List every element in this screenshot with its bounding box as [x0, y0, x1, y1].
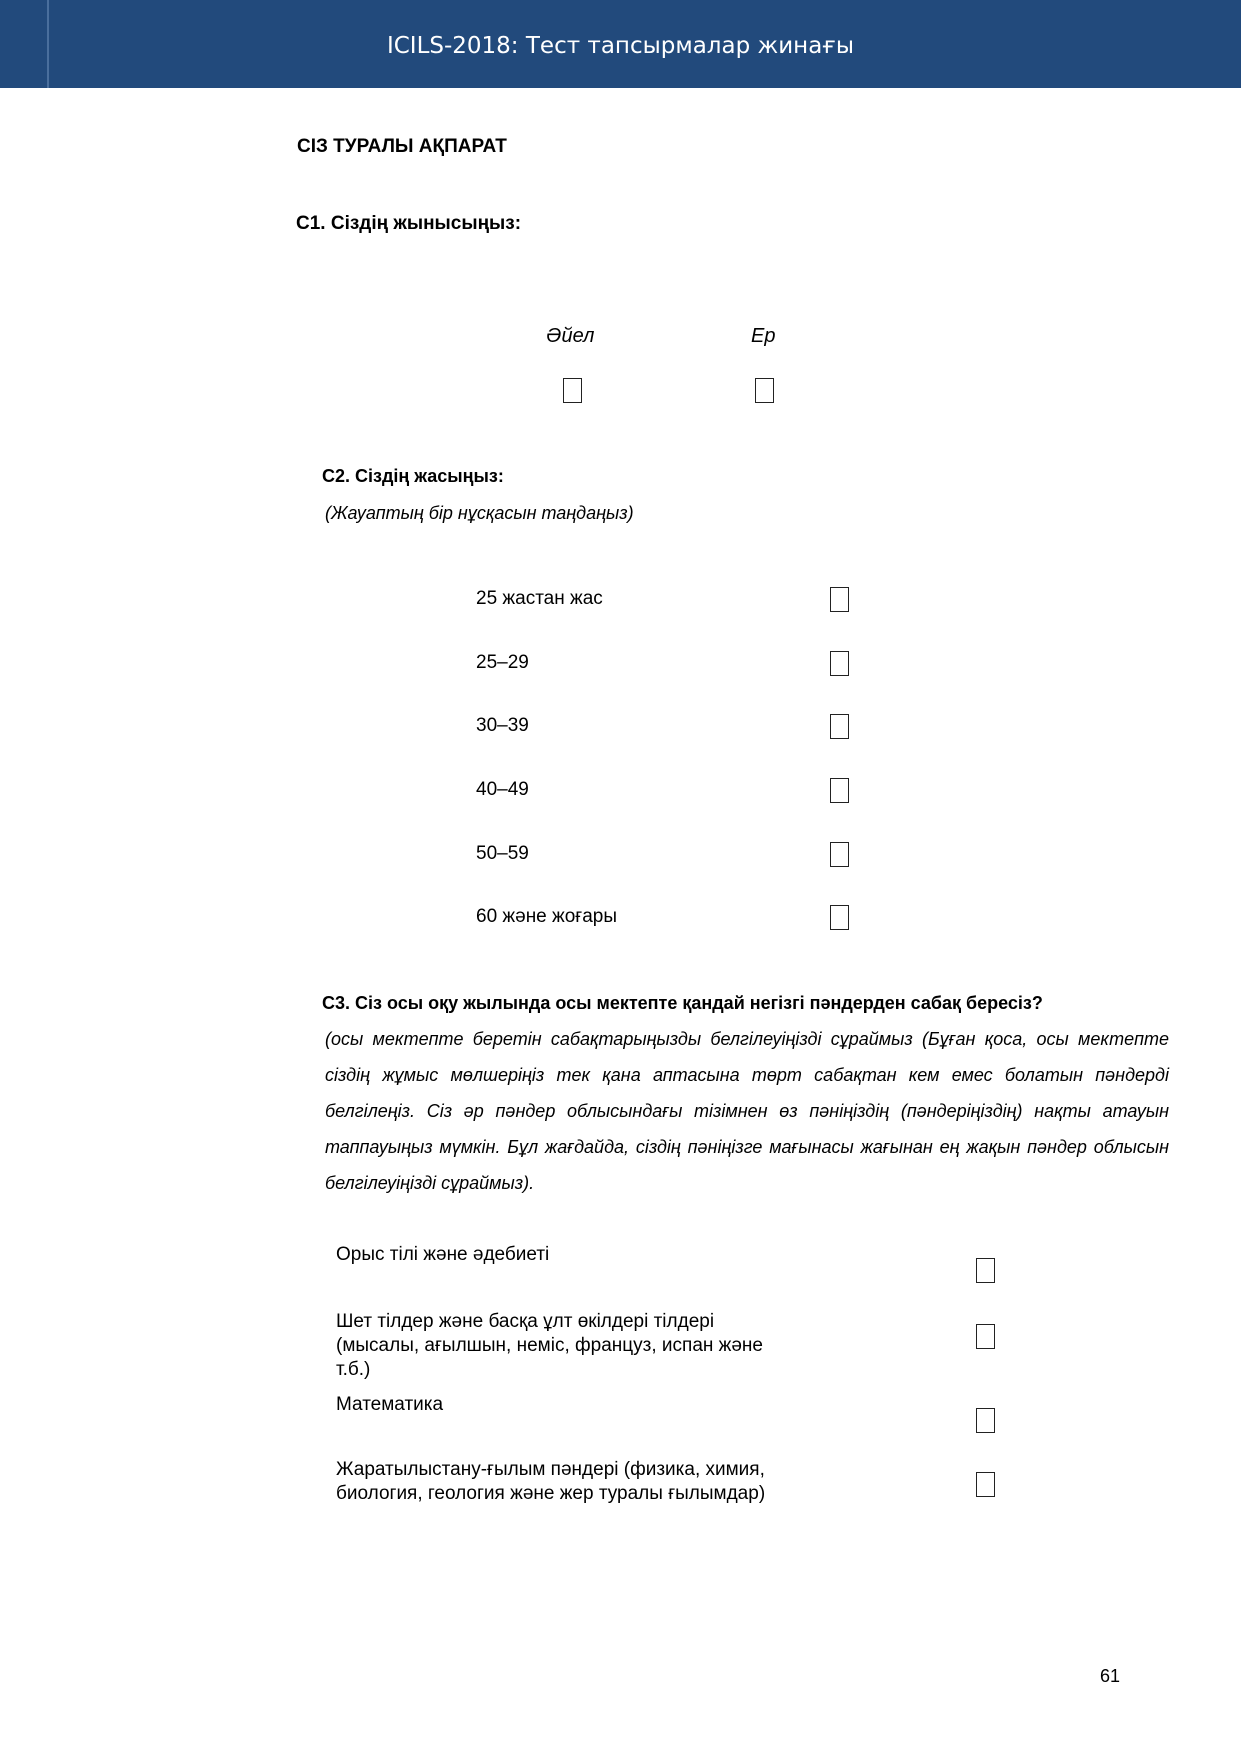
q2-checkbox[interactable] — [830, 842, 849, 867]
q2-option-label: 50–59 — [476, 843, 529, 864]
q3-option-label: Жаратылыстану-ғылым пәндері (физика, химия, биология, геология және жер туралы ғылымдар) — [336, 1459, 766, 1504]
q2-option-label: 30–39 — [476, 715, 529, 736]
q2-checkbox[interactable] — [830, 651, 849, 676]
header-title: ICILS-2018: Тест тапсырмалар жинағы — [386, 33, 855, 59]
q2-checkbox[interactable] — [830, 714, 849, 739]
q3-option-label: Математика — [336, 1394, 444, 1415]
q1-title: С1. Сіздің жынысыңыз: — [296, 213, 522, 234]
q2-option-label: 25–29 — [476, 652, 529, 673]
section-title: СІЗ ТУРАЛЫ АҚПАРАТ — [297, 136, 507, 157]
q3-checkbox[interactable] — [976, 1324, 995, 1349]
q3-checkbox[interactable] — [976, 1472, 995, 1497]
q2-checkbox[interactable] — [830, 587, 849, 612]
q2-option-label: 25 жастан жас — [476, 588, 603, 609]
q2-option-label: 40–49 — [476, 779, 529, 800]
q2-option-label: 60 және жоғары — [476, 906, 618, 927]
q2-checkbox[interactable] — [830, 778, 849, 803]
q3-checkbox[interactable] — [976, 1408, 995, 1433]
page-header — [0, 0, 1241, 88]
q3-title: С3. Сіз осы оқу жылында осы мектепте қандай негізгі пәндерден сабақ бересіз? — [322, 993, 1043, 1013]
q1-option-label: Әйел — [546, 325, 595, 347]
q2-checkbox[interactable] — [830, 905, 849, 930]
q3-checkbox[interactable] — [976, 1258, 995, 1283]
q2-title: С2. Сіздің жасыңыз: — [322, 466, 504, 486]
q1-checkbox-male[interactable] — [755, 378, 774, 403]
q1-checkbox-female[interactable] — [563, 378, 582, 403]
q1-option-label: Ер — [751, 325, 776, 347]
q3-note: (осы мектепте беретін сабақтарыңызды белгілеуіңізді сұраймыз (Бұған қоса, осы мектепте сіздің жұмыс мөлшеріңіз тек қана аптасына төрт сабақтан кем емес болатын пәндерді белгілеңіз. Сіз әр пәндер облысындағы тізімнен өз пәніңіздің (пәндеріңіздің) нақты атауын таппауыңыз мүмкін. Бұл жағдайда, сіздің пәніңізге мағынасы жағынан ең жақын пәндер облысын белгілеуіңізді сұраймыз). — [325, 1029, 1169, 1193]
q2-note: (Жауаптың бір нұсқасын таңдаңыз) — [325, 503, 634, 523]
page-number: 61 — [1100, 1666, 1121, 1686]
q3-option-label: Орыс тілі және әдебиеті — [336, 1244, 550, 1265]
q3-option-label: Шет тілдер және басқа ұлт өкілдері тілдері (мысалы, ағылшын, неміс, француз, испан және т.б.) — [336, 1311, 763, 1380]
